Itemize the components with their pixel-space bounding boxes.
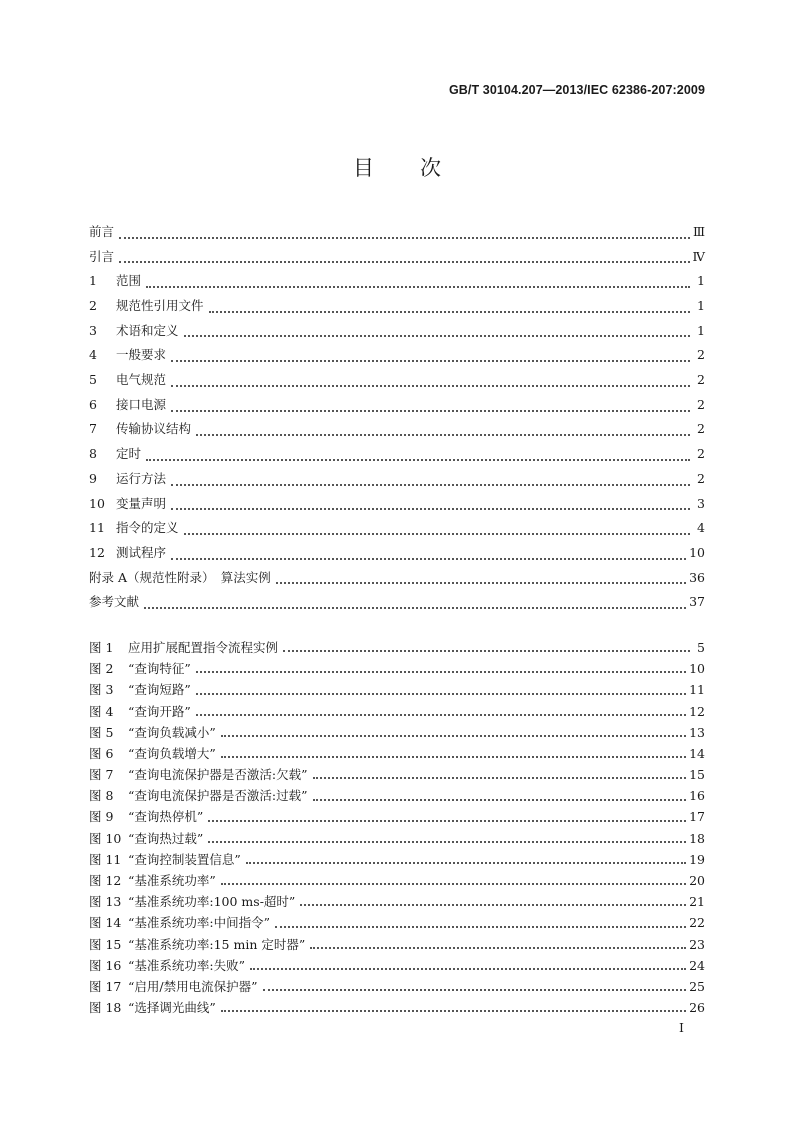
figure-entry-page-number: 23 bbox=[689, 936, 705, 952]
toc-entry-label: 规范性引用文件 bbox=[116, 298, 204, 314]
dot-leader bbox=[221, 882, 686, 885]
toc-figures bbox=[89, 637, 705, 1018]
toc-entry-label: 传输协议结构 bbox=[116, 421, 192, 437]
figure-entry-number: 图 13 bbox=[89, 894, 122, 910]
figure-entry-label: “基准系统功率:15 min 定时器” bbox=[128, 936, 306, 952]
toc-entry-page-number: 2 bbox=[697, 470, 705, 486]
figure-entry[interactable] bbox=[89, 785, 705, 806]
figure-entry-page-number: 16 bbox=[689, 788, 705, 804]
toc-entry[interactable] bbox=[89, 368, 705, 393]
figure-entry-page-number: 20 bbox=[689, 873, 705, 889]
figure-entry[interactable] bbox=[89, 891, 705, 912]
dot-leader bbox=[208, 840, 686, 843]
toc-entry-page-number: 2 bbox=[697, 396, 705, 412]
toc-entry[interactable] bbox=[89, 418, 705, 443]
figure-entry-page-number: 24 bbox=[689, 957, 705, 973]
figure-entry-page-number: 5 bbox=[697, 639, 705, 655]
figure-entry-number: 图 4 bbox=[89, 703, 114, 719]
figure-entry-label: “查询电流保护器是否激活:欠载” bbox=[128, 767, 308, 783]
figure-entry-page-number: 10 bbox=[689, 661, 705, 677]
toc-entry-label: 参考文献 bbox=[89, 594, 140, 610]
toc-entry[interactable] bbox=[89, 541, 705, 566]
toc-entry-page-number: 2 bbox=[697, 446, 705, 462]
toc-entry-label: 范围 bbox=[116, 273, 142, 289]
dot-leader bbox=[146, 458, 690, 461]
dot-leader bbox=[275, 925, 686, 928]
toc-entry-page-number: Ⅳ bbox=[692, 248, 705, 264]
dot-leader bbox=[246, 861, 686, 864]
figure-entry-label: “查询短路” bbox=[128, 682, 191, 698]
dot-leader bbox=[119, 260, 689, 263]
toc-entry-label: 运行方法 bbox=[116, 470, 167, 486]
toc-entry-page-number: Ⅲ bbox=[692, 223, 705, 239]
toc-entry-number: 3 bbox=[89, 322, 97, 338]
toc-entry[interactable] bbox=[89, 245, 705, 270]
figure-entry-number: 图 16 bbox=[89, 957, 122, 973]
toc-sections bbox=[89, 220, 705, 615]
figure-entry[interactable] bbox=[89, 807, 705, 828]
figure-entry[interactable] bbox=[89, 637, 705, 658]
dot-leader bbox=[171, 359, 690, 362]
figure-entry-page-number: 19 bbox=[689, 851, 705, 867]
figure-entry-number: 图 8 bbox=[89, 788, 114, 804]
toc-entry-page-number: 1 bbox=[697, 322, 705, 338]
figure-entry[interactable] bbox=[89, 764, 705, 785]
toc-entry-page-number: 1 bbox=[697, 298, 705, 314]
figure-entry-page-number: 21 bbox=[689, 894, 705, 910]
figure-entry[interactable] bbox=[89, 849, 705, 870]
figure-entry-page-number: 11 bbox=[689, 682, 705, 698]
toc-entry[interactable] bbox=[89, 467, 705, 492]
dot-leader bbox=[171, 409, 690, 412]
dot-leader bbox=[146, 285, 690, 288]
figure-entry-number: 图 6 bbox=[89, 745, 114, 761]
dot-leader bbox=[209, 310, 690, 313]
dot-leader bbox=[196, 713, 686, 716]
figure-entry-number: 图 11 bbox=[89, 851, 122, 867]
figure-entry[interactable] bbox=[89, 976, 705, 997]
toc-entry[interactable] bbox=[89, 442, 705, 467]
figure-entry-label: “查询热过载” bbox=[128, 830, 204, 846]
figure-entry[interactable] bbox=[89, 658, 705, 679]
figure-entry[interactable] bbox=[89, 934, 705, 955]
toc-entry-label: 接口电源 bbox=[116, 396, 167, 412]
figure-entry-number: 图 1 bbox=[89, 639, 114, 655]
figure-entry-label: “查询特征” bbox=[128, 661, 191, 677]
toc-entry-label: 附录 A（规范性附录） 算法实例 bbox=[89, 569, 271, 585]
page-title: 目次 bbox=[353, 156, 487, 180]
toc-entry-label: 测试程序 bbox=[116, 544, 167, 560]
figure-entry-label: “查询负载减小” bbox=[128, 724, 216, 740]
dot-leader bbox=[313, 776, 687, 779]
toc-entry-label: 引言 bbox=[89, 248, 115, 264]
toc-entry-page-number: 3 bbox=[697, 495, 705, 511]
figure-entry-label: “查询负载增大” bbox=[128, 745, 216, 761]
toc-entry-label: 定时 bbox=[116, 446, 142, 462]
toc-entry-number: 11 bbox=[89, 520, 105, 536]
figure-entry-number: 图 5 bbox=[89, 724, 114, 740]
figure-entry-label: “基准系统功率” bbox=[128, 873, 216, 889]
figure-entry[interactable] bbox=[89, 912, 705, 933]
toc-entry-number: 12 bbox=[89, 544, 105, 560]
toc-entry-label: 前言 bbox=[89, 223, 115, 239]
toc-entry-number: 4 bbox=[89, 347, 97, 363]
toc-entry-page-number: 2 bbox=[697, 372, 705, 388]
figure-entry-number: 图 15 bbox=[89, 936, 122, 952]
figure-entry-number: 图 17 bbox=[89, 978, 122, 994]
figure-entry-number: 图 9 bbox=[89, 809, 114, 825]
dot-leader bbox=[300, 903, 686, 906]
toc-entry[interactable] bbox=[89, 319, 705, 344]
dot-leader bbox=[184, 334, 690, 337]
figure-entry-page-number: 25 bbox=[689, 978, 705, 994]
toc-entry-number: 6 bbox=[89, 396, 97, 412]
toc-entry-label: 电气规范 bbox=[116, 372, 167, 388]
toc-entry[interactable] bbox=[89, 343, 705, 368]
toc-entry[interactable] bbox=[89, 269, 705, 294]
figure-entry-label: “启用/禁用电流保护器” bbox=[128, 978, 258, 994]
toc-entry-label: 变量声明 bbox=[116, 495, 167, 511]
toc-entry-number: 8 bbox=[89, 446, 97, 462]
figure-entry-page-number: 18 bbox=[689, 830, 705, 846]
toc-entry-number: 2 bbox=[89, 298, 97, 314]
toc-entry[interactable] bbox=[89, 393, 705, 418]
figure-entry-page-number: 12 bbox=[689, 703, 705, 719]
dot-leader bbox=[171, 384, 690, 387]
figure-entry-number: 图 14 bbox=[89, 915, 122, 931]
dot-leader bbox=[144, 606, 686, 609]
dot-leader bbox=[184, 532, 690, 535]
dot-leader bbox=[310, 946, 686, 949]
figure-entry-number: 图 18 bbox=[89, 1000, 122, 1016]
dot-leader bbox=[276, 581, 686, 584]
figure-entry-page-number: 15 bbox=[689, 767, 705, 783]
figure-entry[interactable] bbox=[89, 997, 705, 1018]
figure-entry-label: “选择调光曲线” bbox=[128, 1000, 216, 1016]
dot-leader bbox=[250, 967, 686, 970]
toc-entry-label: 术语和定义 bbox=[116, 322, 179, 338]
toc-entry-number: 7 bbox=[89, 421, 97, 437]
page-folio: Ⅰ bbox=[679, 1020, 684, 1035]
figure-entry-label: “查询热停机” bbox=[128, 809, 204, 825]
toc-entry-page-number: 2 bbox=[697, 421, 705, 437]
figure-entry-number: 图 12 bbox=[89, 873, 122, 889]
toc-entry[interactable] bbox=[89, 220, 705, 245]
figure-entry-label: “基准系统功率:失败” bbox=[128, 957, 245, 973]
figure-entry-number: 图 7 bbox=[89, 767, 114, 783]
toc-entry-number: 1 bbox=[89, 273, 97, 289]
toc-entry[interactable] bbox=[89, 516, 705, 541]
toc-entry-number: 9 bbox=[89, 470, 97, 486]
figure-entry-page-number: 26 bbox=[689, 1000, 705, 1016]
figure-entry[interactable] bbox=[89, 743, 705, 764]
figure-entry-label: 应用扩展配置指令流程实例 bbox=[128, 639, 279, 655]
dot-leader bbox=[221, 734, 686, 737]
dot-leader bbox=[171, 483, 690, 486]
toc-entry-page-number: 2 bbox=[697, 347, 705, 363]
figure-entry-label: “基准系统功率:中间指令” bbox=[128, 915, 270, 931]
dot-leader bbox=[196, 670, 686, 673]
toc-entry-page-number: 36 bbox=[689, 569, 705, 585]
toc-entry[interactable] bbox=[89, 492, 705, 517]
toc-entry-label: 一般要求 bbox=[116, 347, 167, 363]
dot-leader bbox=[171, 507, 690, 510]
dot-leader bbox=[119, 236, 690, 239]
figure-entry-number: 图 2 bbox=[89, 661, 114, 677]
figure-entry-label: “查询电流保护器是否激活:过载” bbox=[128, 788, 308, 804]
figure-entry-page-number: 13 bbox=[689, 724, 705, 740]
dot-leader bbox=[283, 649, 690, 652]
toc-entry-label: 指令的定义 bbox=[116, 520, 179, 536]
figure-entry-number: 图 10 bbox=[89, 830, 122, 846]
figure-entry-label: “基准系统功率:100 ms-超时” bbox=[128, 894, 296, 910]
figure-entry-page-number: 17 bbox=[689, 809, 705, 825]
toc-entry[interactable] bbox=[89, 294, 705, 319]
dot-leader bbox=[208, 819, 686, 822]
toc-entry-page-number: 10 bbox=[689, 544, 705, 560]
figure-entry-label: “查询控制装置信息” bbox=[128, 851, 241, 867]
figure-entry[interactable] bbox=[89, 722, 705, 743]
dot-leader bbox=[313, 798, 687, 801]
toc-entry-number: 5 bbox=[89, 372, 97, 388]
toc-entry-page-number: 37 bbox=[689, 594, 705, 610]
figure-entry[interactable] bbox=[89, 701, 705, 722]
toc-entry-page-number: 4 bbox=[697, 520, 705, 536]
dot-leader bbox=[221, 1009, 686, 1012]
figure-entry[interactable] bbox=[89, 828, 705, 849]
figure-entry[interactable] bbox=[89, 870, 705, 891]
toc-entry[interactable] bbox=[89, 566, 705, 591]
dot-leader bbox=[263, 988, 687, 991]
dot-leader bbox=[196, 433, 690, 436]
figure-entry[interactable] bbox=[89, 679, 705, 700]
figure-entry-number: 图 3 bbox=[89, 682, 114, 698]
toc-entry[interactable] bbox=[89, 590, 705, 615]
dot-leader bbox=[196, 692, 686, 695]
figure-entry-page-number: 22 bbox=[689, 915, 705, 931]
toc-entry-page-number: 1 bbox=[697, 273, 705, 289]
dot-leader bbox=[171, 557, 686, 560]
figure-entry[interactable] bbox=[89, 955, 705, 976]
figure-entry-label: “查询开路” bbox=[128, 703, 191, 719]
figure-entry-page-number: 14 bbox=[689, 745, 705, 761]
toc-entry-number: 10 bbox=[89, 495, 105, 511]
standard-code: GB/T 30104.207—2013/IEC 62386-207:2009 bbox=[448, 83, 705, 97]
dot-leader bbox=[221, 755, 686, 758]
